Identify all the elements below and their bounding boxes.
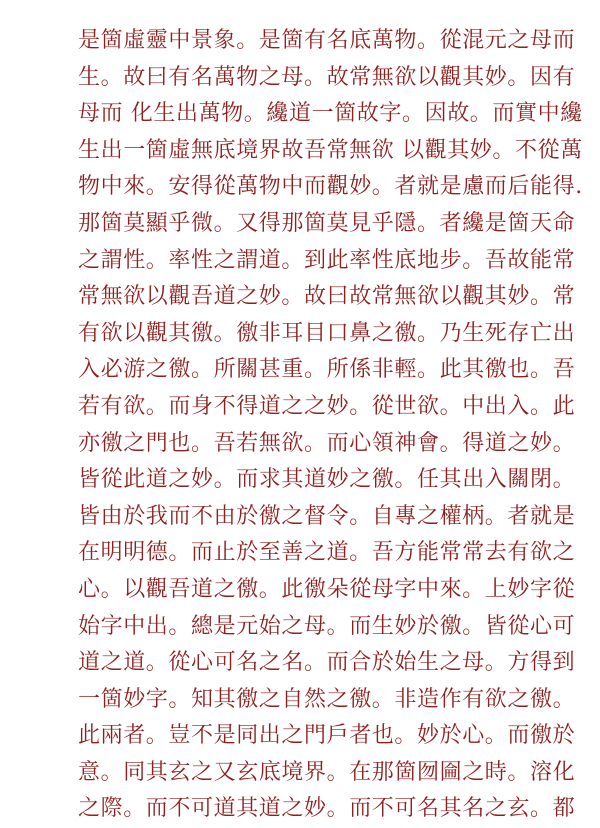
text-line-9: 有欲以觀其徼。徼非耳目口鼻之徼。乃生死存亡出 [78,320,576,346]
text-line-2: 生。故曰有名萬物之母。故常無欲以觀其妙。因有 [78,64,576,90]
text-line-4: 生出一箇虛無底境界故吾常無欲 以觀其妙。不從萬 [78,137,583,163]
text-line-10: 入必游之徼。所關甚重。所係非輕。此其徼也。吾 [78,357,576,383]
text-block [78,23,583,828]
text-line-3: 母而 化生出萬物。纔道一箇故字。因故。而實中纔 [78,101,583,127]
text-line-19: 一箇妙字。知其徼之自然之徼。非造作有欲之徼。 [78,686,576,712]
text-line-21: 意。同其玄之又玄底境界。在那箇囫圇之時。溶化 [78,759,576,785]
text-line-18: 道之道。從心可名之名。而合於始生之母。方得到 [78,650,576,676]
text-line-22: 之際。而不可道其道之妙。而不可名其名之玄。都 [78,796,576,822]
text-line-5: 物中來。安得從萬物中而觀妙。者就是慮而后能得. [78,174,583,200]
text-line-17: 始字中出。總是元始之母。而生妙於徼。皆從心可 [78,613,576,639]
text-line-14: 皆由於我而不由於徼之督令。自專之權柄。者就是 [78,503,576,529]
text-line-7: 之謂性。率性之謂道。到此率性底地步。吾故能常 [78,247,576,273]
text-line-1: 是箇虛靈中景象。是箇有名底萬物。從混元之母而 [78,28,576,53]
text-line-6: 那箇莫顯乎微。又得那箇莫見乎隱。者纔是箇天命 [78,210,576,236]
text-line-20: 此兩者。豈不是同出之門戶者也。妙於心。而徼於 [78,723,576,749]
text-line-11: 若有欲。而身不得道之之妙。從世欲。中出入。此 [78,393,576,419]
text-line-16: 心。以觀吾道之徼。此徼朵從母字中來。上妙字從 [78,576,576,602]
text-line-12: 亦徼之門也。吾若無欲。而心領神會。得道之妙。 [78,430,576,456]
text-line-8: 常無欲以觀吾道之妙。故曰故常無欲以觀其妙。常 [78,284,576,310]
text-line-13: 皆從此道之妙。而求其道妙之徼。任其出入關閉。 [78,467,576,493]
text-line-15: 在明明德。而止於至善之道。吾方能常常去有欲之 [78,540,576,566]
